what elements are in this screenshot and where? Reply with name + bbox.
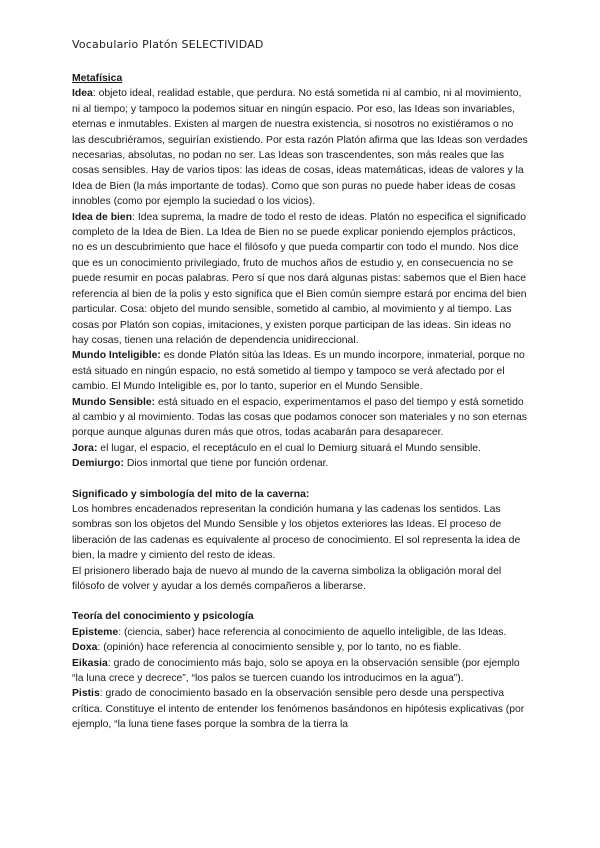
term-definition: : objeto ideal, realidad estable, que perdura. No está sometida ni al cambio, ni al movimiento, ni al tiempo; y tampoco la podemos situar en ningún espacio. Por eso, las Ideas son invariables, eternas e inmutables. Existen al margen de nuestra existencia, si nosotros no existiéramos o no las descubriéramos, seguirían existiendo. Por esta razón Platón afirma que las Ideas son verdades necesarias, absolutas, no podan no ser. Las Ideas son trascendentes, son más reales que las cosas sensibles. Hay de varios tipos: las ideas de cosas, ideas matemáticas, ideas de valores y la Idea de Bien (la más importante de todas). Como que son puras no puede haber ideas de cosas innobles (como por ejemplo la suciedad o los vicios). [72, 88, 528, 208]
definition-doxa [72, 640, 528, 655]
section-title-metafisica: Metafísica [72, 73, 123, 84]
definition-episteme [72, 625, 528, 640]
term-label: Eikasia [72, 657, 108, 669]
term-label: Pistis [72, 688, 100, 700]
definition-idea [72, 86, 528, 209]
section-spacer [72, 594, 528, 609]
definition-mundo-sensible [72, 395, 528, 441]
term-label: Jora: [72, 442, 98, 454]
definition-eikasia [72, 656, 528, 687]
term-label: Mundo Inteligible: [72, 350, 161, 362]
document-body [72, 71, 528, 733]
term-definition: : grado de conocimiento basado en la observación sensible pero desde una perspectiva crítica. Constituye el intento de entender los fenómenos basándonos en hipótesis explicativas (por ejemplo, “la luna tiene fases porque la sombra de la tierra la [72, 688, 525, 731]
caverna-paragraph: Los hombres encadenados representan la condición humana y las cadenas los sentidos. Las sombras son los objetos del Mundo Sensible y los objetos exteriores las Ideas. El proceso de liberación de las cadenas es equivalente al proceso de conocimiento. El sol representa la idea de bien, la madre y cimiento del resto de ideas. [72, 503, 521, 562]
term-label: Idea de bien [72, 211, 133, 223]
definition-mundo-inteligible [72, 348, 528, 394]
definition-demiurgo [72, 456, 528, 471]
term-definition: : Idea suprema, la madre de todo el resto de ideas. Platón no especifica el significado completo de la Idea de Bien. La Idea de Bien no se puede explicar poniendo ejemplos prácticos, no es un descubrimiento que hace el filósofo y que pueda compartir con todo el mundo. Nos dice que es un conocimiento privilegiado, fruto de muchos años de estudio y, en consecuencia no se puede resumir en pocas palabras. Pero sí que nos dará algunas pistas: sabemos que el Bien hace referencia al bien de la polis y esto significa que el Bien común siempre estará por encima del bien particular. Cosa: objeto del mundo sensible, sometido al cambio, al movimiento y al tiempo. Las cosas por Platón son copias, imitaciones, y existen porque participan de las ideas. Sin ideas no hay cosas, tienen una relación de dependencia unidireccional. [72, 211, 527, 346]
section-spacer [72, 472, 528, 487]
section-title-caverna: Significado y simbología del mito de la caverna: [72, 488, 310, 500]
term-definition: Dios inmortal que tiene por función ordenar. [123, 458, 329, 470]
term-label: Mundo Sensible: [72, 396, 156, 408]
term-label: Doxa [72, 642, 98, 654]
definition-jora [72, 441, 528, 456]
term-label: Episteme [72, 626, 119, 638]
section-title-conocimiento: Teoría del conocimiento y psicología [72, 611, 254, 623]
term-definition: el lugar, el espacio, el receptáculo en el cual lo Demiurg situará el Mundo sensible. [97, 442, 481, 454]
definition-pistis [72, 686, 528, 732]
document-header: Vocabulario Platón SELECTIVIDAD [72, 38, 264, 51]
term-label: Demiurgo: [72, 458, 124, 470]
definition-idea-de-bien [72, 210, 528, 349]
term-definition: : (opinión) hace referencia al conocimiento sensible y, por lo tanto, no es fiable. [97, 642, 462, 654]
term-definition: está situado en el espacio, experimentamos el paso del tiempo y está sometido al cambio y al movimiento. Todas las cosas que podamos conocer son materiales y no son eternas porque aunque algunas duren más que otros, todas acabarán para desaparecer. [72, 396, 527, 439]
term-definition: : (ciencia, saber) hace referencia al conocimiento de aquello inteligible, de las Ideas. [118, 626, 507, 638]
term-definition: es donde Platón sitúa las Ideas. Es un mundo incorpore, inmaterial, porque no está situado en ningún espacio, no está sometido al tiempo y tampoco se verá afectado por el cambio. El Mundo Inteligible es, por lo tanto, superior en el Mundo Sensible. [72, 350, 525, 393]
caverna-paragraph: El prisionero liberado baja de nuevo al mundo de la caverna simboliza la obligación moral del filósofo de volver y ayudar a los demés compañeros a liberarse. [72, 565, 502, 592]
term-definition: : grado de conocimiento más bajo, solo se apoya en la observación sensible (por ejemplo “la luna crece y decrece”, “los palos se tuercen cuando los introducimos en la agua”). [72, 657, 520, 685]
term-label: Idea [72, 88, 93, 100]
